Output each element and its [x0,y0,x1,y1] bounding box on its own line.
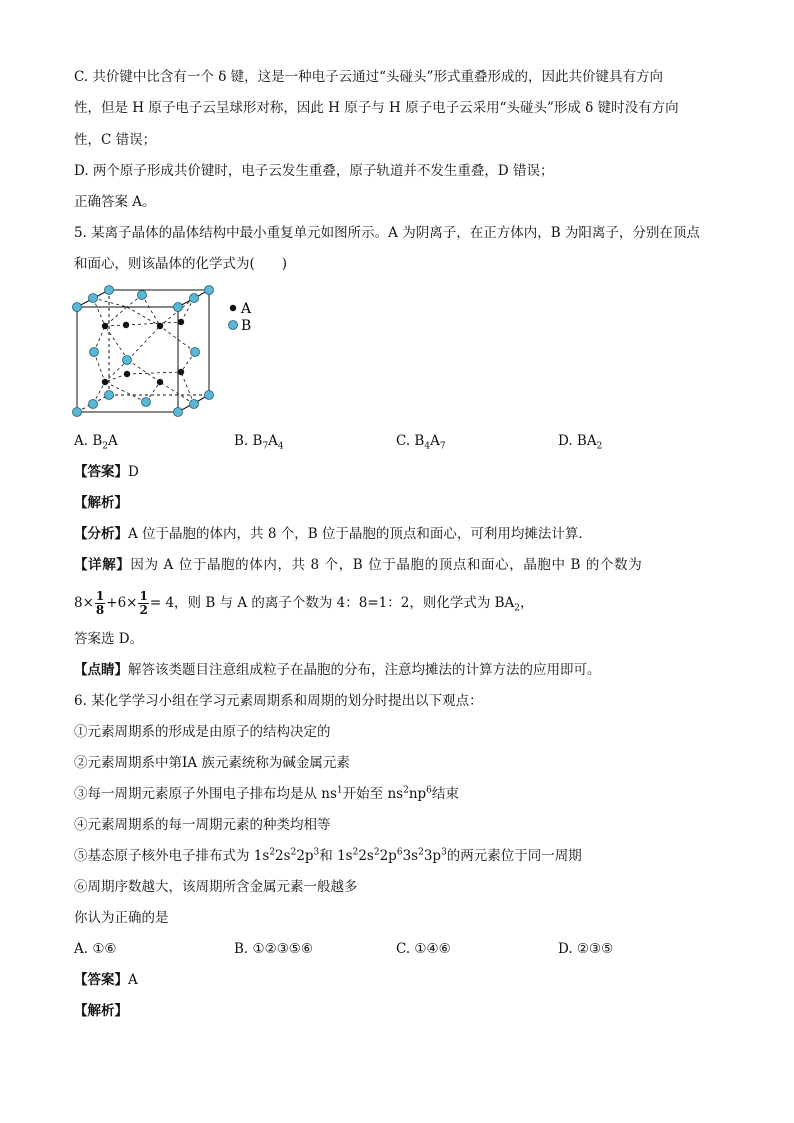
a-ions [102,319,184,385]
ion-a [157,379,163,385]
legend-b-label: B [241,318,252,334]
crystal-cell-figure [70,282,260,422]
ion-b [73,408,82,417]
legend-b-dot [229,321,238,330]
text-line: 性，但是 H 原子电子云呈球形对称，因此 H 原子与 H 原子电子云采用“头碰头”形成 δ 键时没有方向 [74,100,679,116]
q5-option-d: D. $BA_2$ [558,433,603,452]
q5-stem: 和面心，则该晶体的化学式为( ) [74,256,288,272]
q6-option-d: D. ②③⑤ [558,941,614,957]
ion-b [105,286,114,295]
ion-a [178,369,184,375]
ion-b [89,400,98,409]
q5-option-c: C. $B_4A_7$ [396,433,446,452]
q5-select: 答案选 D。 [74,631,144,647]
b-ions [73,286,214,417]
q6-option-a: A. ①⑥ [74,941,117,957]
ion-a [157,323,163,329]
ion-a [102,323,108,329]
ion-a [178,319,184,325]
ion-a [123,322,129,328]
q6-answer: 【答案】A [74,972,138,988]
ion-b [142,398,151,407]
q6-option-c: C. ①④⑥ [396,941,451,957]
ion-b [174,408,183,417]
ion-b [105,391,114,400]
q5-jiexi: 【解析】 [74,495,128,511]
ion-a [124,371,130,377]
q6-point-5: ⑤基态原子核外电子排布式为 $1s^22s^22p^3$和 $1s^22s^22p^63s^23p^3$的两元素位于同一周期 [74,847,582,864]
ion-b [73,303,82,312]
text-line: 正确答案 A。 [74,194,156,210]
ion-b [205,391,214,400]
text-line: C. 共价键中比含有一个 δ 键，这是一种电子云通过“头碰头”形式重叠形成的，因此共价键具有方向 [74,69,663,85]
legend-a-label: A [241,301,252,317]
q5-option-a: A. $B_2A$ [74,433,118,452]
ion-b [138,291,147,300]
ion-b [123,356,132,365]
q5-option-b: B. $B_7A_4$ [234,433,284,452]
q6-stem: 6. 某化学学习小组在学习元素周期系和周期的划分时提出以下观点： [74,693,483,709]
q6-point-6: ⑥周期序数越大，该周期所含金属元素一般越多 [74,879,358,895]
q5-xiangjie: 【详解】因为 A 位于晶胞的体内，共 8 个，B 位于晶胞的顶点和面心，晶胞中 B 的个数为 [74,557,643,573]
ion-b [190,294,199,303]
q5-dianjing: 【点睛】解答该类题目注意组成粒子在晶胞的分布，注意均摊法的计算方法的应用即可。 [74,662,601,678]
text-line: 性，C 错误； [74,132,157,148]
ion-b [174,303,183,312]
ion-a [102,379,108,385]
legend-a-dot [230,305,236,311]
q6-point-1: ①元素周期系的形成是由原子的结构决定的 [74,724,331,740]
legend [229,301,253,334]
q5-fenxi: 【分析】A 位于晶胞的体内，共 8 个，B 位于晶胞的顶点和面心，可利用均摊法计算． [74,526,592,542]
q6-point-3: ③每一周期元素原子外围电子排布均是从 $ns^1$开始至 $ns^2np^6$结束 [74,785,459,802]
ion-b [190,400,199,409]
q6-option-b: B. ①②③⑤⑥ [234,941,314,957]
text-line: D. 两个原子形成共价键时，电子云发生重叠，原子轨道并不发生重叠，D 错误； [74,163,554,179]
ion-b [90,348,99,357]
q6-ask: 你认为正确的是 [74,910,169,926]
q5-calc: 8× $\frac{1}{8}$ +6× $\frac{1}{2}$ = 4，则 B 与 A 的离子个数为 4：8=1：2，则化学式为 $BA_2$， [74,589,534,617]
ion-b [191,348,200,357]
q5-stem: 5. 某离子晶体的晶体结构中最小重复单元如图所示。A 为阴离子，在正方体内，B 为阳离子，分别在顶点 [74,225,700,241]
q6-point-4: ④元素周期系的每一周期元素的种类均相等 [74,817,331,833]
ion-b [205,286,214,295]
q6-point-2: ②元素周期系中第ⅠA 族元素统称为碱金属元素 [74,755,350,771]
ion-b [89,294,98,303]
q5-answer: 【答案】D [74,464,139,480]
q6-jiexi: 【解析】 [74,1003,128,1019]
